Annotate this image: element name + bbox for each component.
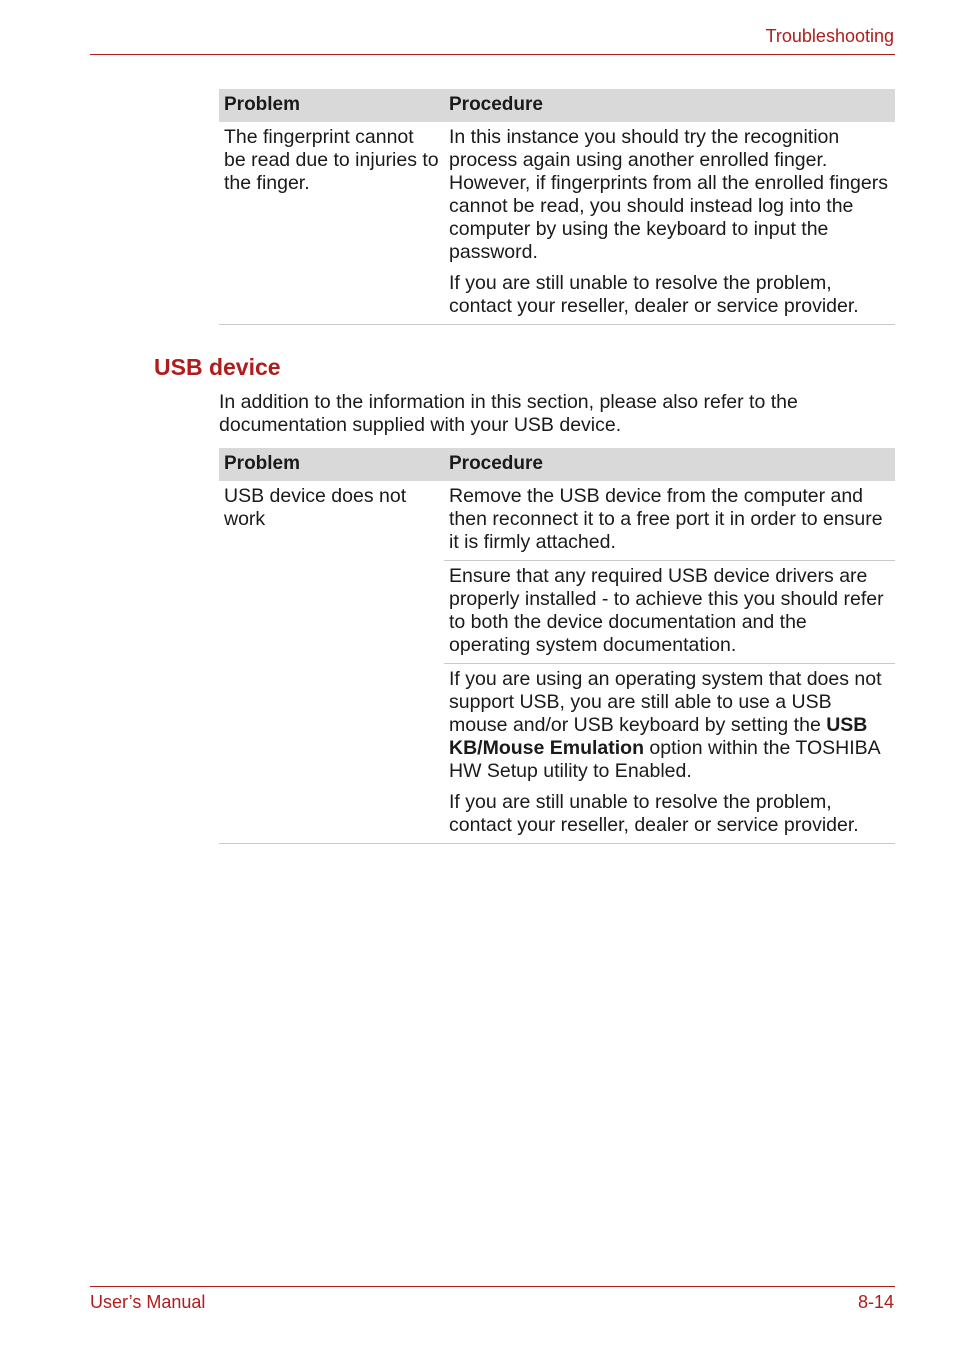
procedure-cell: [444, 561, 895, 664]
table-header-row: [219, 89, 895, 122]
running-header: Troubleshooting: [765, 26, 894, 46]
column-header-procedure: Procedure: [444, 89, 895, 122]
procedure-paragraph: Ensure that any required USB device drivers are properly installed - to achieve this you should refer to both the device documentation and the operating system documentation.: [449, 565, 884, 656]
procedure-text: option within the TOSHIBA HW Setup utility to Enabled.: [449, 737, 880, 782]
procedure-paragraph: Remove the USB device from the computer and then reconnect it to a free port it in order to ensure it is firmly attached.: [449, 485, 883, 553]
table-row: [219, 122, 895, 325]
usb-troubleshooting-table: [219, 448, 895, 844]
procedure-paragraph: [449, 668, 890, 783]
procedure-text: If you are using an operating system that does not support USB, you are still able to use a USB mouse and/or USB keyboard by setting the: [449, 668, 882, 736]
table-row: [219, 481, 895, 561]
procedure-paragraph: If you are still unable to resolve the problem, contact your reseller, dealer or service provider.: [449, 791, 859, 836]
procedure-cell: [444, 664, 895, 844]
section-intro: In addition to the information in this section, please also refer to the documentation supplied with your USB device.: [219, 391, 798, 436]
footer-manual-title: User’s Manual: [90, 1292, 206, 1312]
page-number: 8-14: [857, 1292, 894, 1312]
table-header-row: [219, 448, 895, 481]
section-heading-usb-device: USB device: [154, 354, 281, 380]
fingerprint-troubleshooting-table: [219, 89, 895, 325]
footer-rule: [90, 1286, 895, 1287]
column-header-problem: Problem: [219, 448, 444, 481]
procedure-cell: [444, 122, 895, 325]
procedure-paragraph: If you are still unable to resolve the problem, contact your reseller, dealer or service provider.: [449, 272, 859, 317]
setting-name: USB KB/Mouse Emulation: [449, 714, 868, 759]
column-header-procedure: Procedure: [444, 448, 895, 481]
problem-cell: The fingerprint cannot be read due to injuries to the finger.: [219, 122, 444, 325]
procedure-paragraph: In this instance you should try the recognition process again using another enrolled finger. However, if fingerprints from all the enrolled fingers cannot be read, you should instead log into the computer by using the keyboard to input the password.: [449, 126, 888, 263]
header-rule: [90, 54, 895, 55]
column-header-problem: Problem: [219, 89, 444, 122]
procedure-cell: [444, 481, 895, 561]
problem-cell: USB device does not work: [219, 481, 444, 844]
